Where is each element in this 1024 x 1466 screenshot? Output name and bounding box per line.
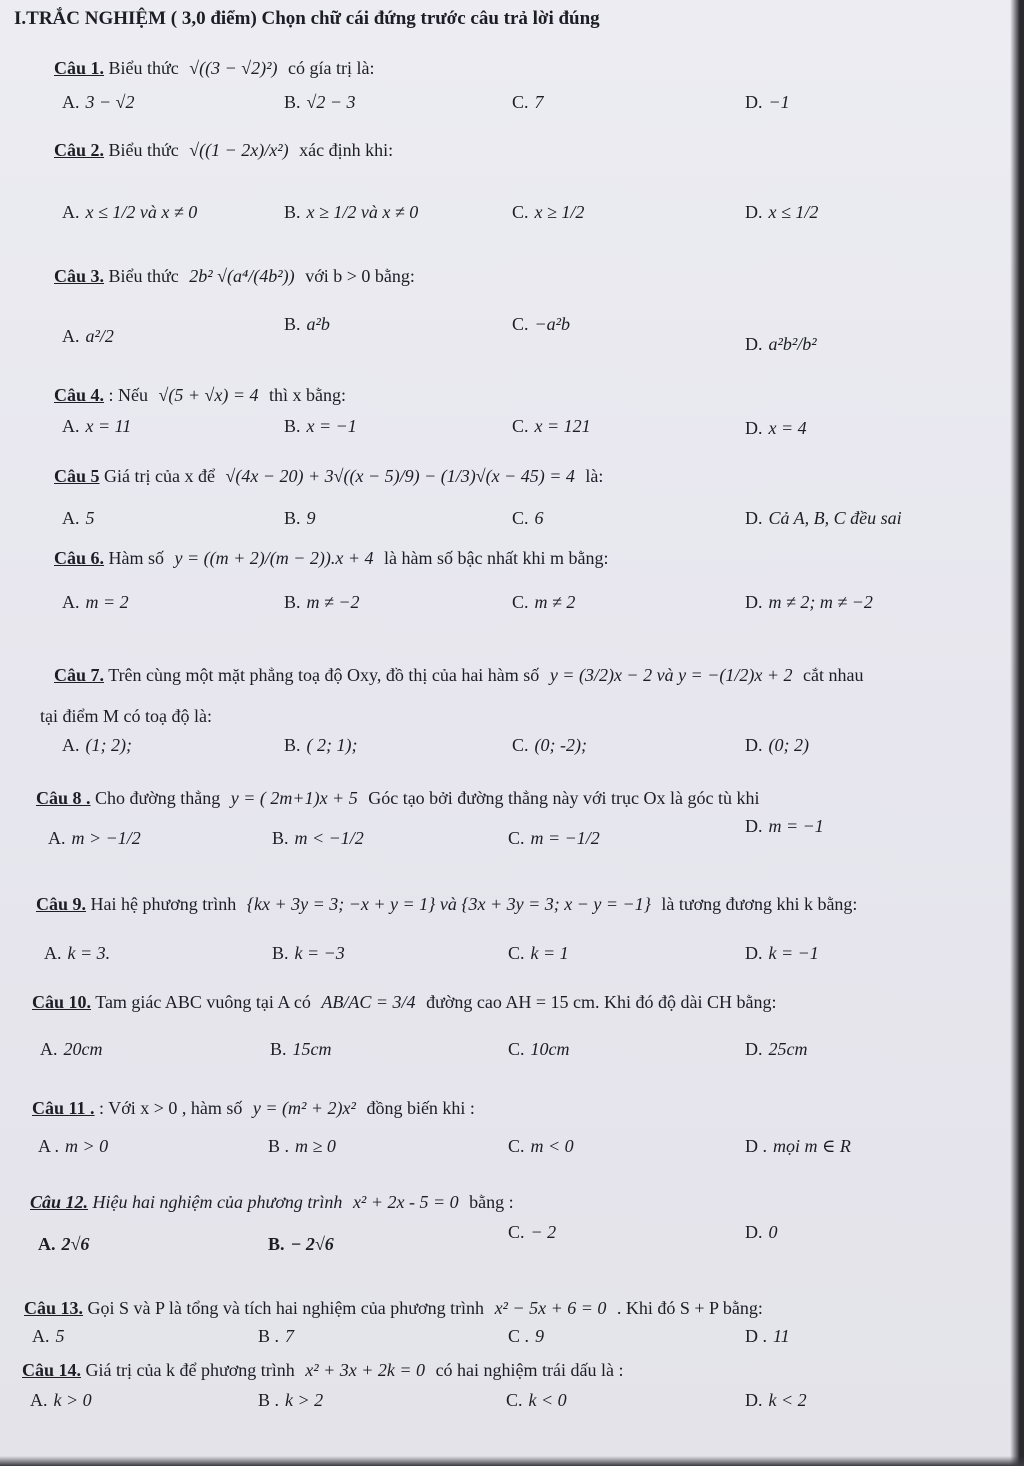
option-letter: B. <box>284 92 301 112</box>
question-12-stem <box>30 1190 514 1214</box>
option-letter: C. <box>512 592 529 612</box>
option-letter: D. <box>745 735 763 755</box>
option-letter: B . <box>258 1326 280 1346</box>
question-math: y = ((m + 2)/(m − 2)).x + 4 <box>174 548 374 568</box>
option-letter: B. <box>272 828 289 848</box>
option-value: m < 0 <box>530 1136 574 1156</box>
option-value: −1 <box>768 92 790 112</box>
option-letter: B . <box>258 1390 280 1410</box>
question-9-option-d[interactable] <box>745 941 819 965</box>
option-value: 9 <box>535 1326 545 1346</box>
option-letter: C. <box>508 828 525 848</box>
option-letter: D. <box>745 418 763 438</box>
option-value: 11 <box>773 1326 790 1346</box>
option-value: x ≥ 1/2 và x ≠ 0 <box>306 202 419 222</box>
question-text: thì x bằng: <box>269 385 347 405</box>
option-letter: A . <box>38 1136 60 1156</box>
option-value: x = 11 <box>85 416 132 436</box>
question-label: Câu 3. <box>54 266 105 286</box>
question-11-option-a[interactable] <box>38 1134 108 1158</box>
question-4-option-b[interactable] <box>284 414 357 438</box>
question-math: AB/AC = 3/4 <box>321 992 416 1012</box>
option-value: x ≤ 1/2 <box>768 202 819 222</box>
option-letter: D. <box>745 334 763 354</box>
question-11-option-c[interactable] <box>508 1134 574 1158</box>
option-letter: D. <box>745 202 763 222</box>
option-letter: D. <box>745 816 763 836</box>
option-value: x ≥ 1/2 <box>534 202 585 222</box>
option-value: ( 2; 1); <box>306 735 358 755</box>
question-1-option-c[interactable] <box>512 90 544 114</box>
question-6-option-d[interactable] <box>745 590 873 614</box>
question-label: Câu 10. <box>32 992 92 1012</box>
option-letter: B. <box>268 1234 285 1254</box>
question-math: √(4x − 20) + 3√((x − 5)/9) − (1/3)√(x − 45) = 4 <box>225 466 575 486</box>
question-text: bằng : <box>469 1192 514 1212</box>
question-text: Giá trị của k để phương trình <box>85 1360 295 1380</box>
option-value: m = −1 <box>768 816 824 836</box>
question-3-option-a[interactable] <box>62 324 114 348</box>
option-letter: B. <box>284 508 301 528</box>
question-label: Câu 14. <box>22 1360 82 1380</box>
option-letter: C. <box>506 1390 523 1410</box>
question-12-option-b[interactable] <box>268 1232 334 1256</box>
question-9-stem <box>36 892 857 916</box>
question-text: Gọi S và P là tổng và tích hai nghiệm của phương trình <box>87 1298 485 1318</box>
option-letter: A. <box>38 1234 56 1254</box>
question-math: y = ( 2m+1)x + 5 <box>230 788 358 808</box>
question-math: {kx + 3y = 3; −x + y = 1} và {3x + 3y = 3; x − y = −1} <box>246 894 651 914</box>
option-value: m > −1/2 <box>71 828 141 848</box>
option-value: 5 <box>85 508 95 528</box>
question-6-option-a[interactable] <box>62 590 129 614</box>
question-5-option-c[interactable] <box>512 506 544 530</box>
question-label: Câu 7. <box>54 665 105 685</box>
option-value: k = −3 <box>294 943 345 963</box>
option-letter: C. <box>512 735 529 755</box>
question-text: có gía trị là: <box>288 58 375 78</box>
option-letter: C. <box>508 1136 525 1156</box>
question-text: Hai hệ phương trình <box>90 894 237 914</box>
option-letter: B. <box>284 202 301 222</box>
option-value: k = 3. <box>67 943 111 963</box>
section-heading: I.TRẮC NGHIỆM ( 3,0 điểm) Chọn chữ cái đứng trước câu trả lời đúng <box>14 8 600 29</box>
question-4-option-d[interactable] <box>745 416 807 440</box>
option-letter: A. <box>30 1390 48 1410</box>
question-label: Câu 6. <box>54 548 105 568</box>
option-letter: C. <box>508 943 525 963</box>
option-value: − 2 <box>530 1222 557 1242</box>
photo-edge-shadow <box>1010 0 1024 1466</box>
question-5-stem <box>54 464 603 488</box>
question-3-option-b[interactable] <box>284 312 330 336</box>
question-13-stem <box>24 1296 763 1320</box>
option-letter: C. <box>512 416 529 436</box>
option-value: Cả A, B, C đều sai <box>768 508 902 528</box>
option-value: m ≥ 0 <box>295 1136 336 1156</box>
option-letter: D. <box>745 592 763 612</box>
option-letter: C. <box>512 314 529 334</box>
question-2-option-a[interactable] <box>62 200 197 224</box>
option-letter: C . <box>508 1326 530 1346</box>
option-value: (0; -2); <box>534 735 587 755</box>
option-value: − 2√6 <box>290 1234 334 1254</box>
question-text: cắt nhau <box>802 665 864 685</box>
question-13-option-a[interactable] <box>32 1324 65 1348</box>
question-1-option-a[interactable] <box>62 90 135 114</box>
question-9-option-c[interactable] <box>508 941 569 965</box>
question-10-option-d[interactable] <box>745 1037 808 1061</box>
question-text: đồng biến khi : <box>366 1098 475 1118</box>
option-value: x = −1 <box>306 416 357 436</box>
question-1-option-b[interactable] <box>284 90 356 114</box>
question-2-option-b[interactable] <box>284 200 418 224</box>
option-letter: C. <box>512 508 529 528</box>
option-value: (1; 2); <box>85 735 132 755</box>
question-7-option-d[interactable] <box>745 733 809 757</box>
question-text: Hiệu hai nghiệm của phương trình <box>92 1192 343 1212</box>
question-text: : Với x > 0 , hàm số <box>99 1098 243 1118</box>
option-value: m = −1/2 <box>530 828 600 848</box>
question-8-stem <box>36 786 759 810</box>
option-letter: C. <box>508 1222 525 1242</box>
option-letter: D. <box>745 1222 763 1242</box>
question-label: Câu 4. <box>54 385 105 405</box>
question-label: Câu 2. <box>54 140 105 160</box>
question-13-option-c[interactable] <box>508 1324 544 1348</box>
question-math: √(5 + √x) = 4 <box>158 385 259 405</box>
question-7-option-c[interactable] <box>512 733 587 757</box>
option-value: 2√6 <box>61 1234 90 1254</box>
question-text: Cho đường thẳng <box>95 788 221 808</box>
option-value: mọi m ∈ R <box>773 1136 851 1156</box>
question-14-option-c[interactable] <box>506 1388 567 1412</box>
question-3-option-d[interactable] <box>745 332 817 356</box>
question-11-option-b[interactable] <box>268 1134 336 1158</box>
question-2-option-d[interactable] <box>745 200 818 224</box>
question-7-option-b[interactable] <box>284 733 358 757</box>
question-1-option-d[interactable] <box>745 90 790 114</box>
option-letter: A. <box>62 592 80 612</box>
question-12-option-d[interactable] <box>745 1220 778 1244</box>
question-7-continuation: tại điểm M có toạ độ là: <box>40 706 212 726</box>
option-value: k = −1 <box>768 943 819 963</box>
question-5-option-d[interactable] <box>745 506 902 530</box>
question-text: Góc tạo bởi đường thẳng này với trục Ox là góc tù khi <box>368 788 760 808</box>
option-value: x = 121 <box>534 416 591 436</box>
question-math: x² + 3x + 2k = 0 <box>305 1360 426 1380</box>
option-value: m > 0 <box>65 1136 109 1156</box>
question-label: Câu 5 <box>54 466 100 486</box>
option-letter: C. <box>512 202 529 222</box>
option-value: 20cm <box>63 1039 103 1059</box>
option-value: k < 2 <box>768 1390 807 1410</box>
question-text: xác định khi: <box>299 140 394 160</box>
option-value: m = 2 <box>85 592 129 612</box>
question-10-option-b[interactable] <box>270 1037 332 1061</box>
question-14-stem <box>22 1358 624 1382</box>
option-letter: D. <box>745 1390 763 1410</box>
option-value: k > 0 <box>53 1390 92 1410</box>
question-label: Câu 11 . <box>32 1098 95 1118</box>
question-8-option-c[interactable] <box>508 826 600 850</box>
question-text: có hai nghiệm trái dấu là : <box>435 1360 624 1380</box>
question-10-option-a[interactable] <box>40 1037 103 1061</box>
option-value: 9 <box>306 508 316 528</box>
question-10-option-c[interactable] <box>508 1037 570 1061</box>
question-text: Hàm số <box>108 548 165 568</box>
question-6-option-c[interactable] <box>512 590 575 614</box>
option-letter: A. <box>48 828 66 848</box>
option-value: a²/2 <box>85 326 114 346</box>
question-3-stem <box>54 264 415 288</box>
question-label: Câu 13. <box>24 1298 84 1318</box>
question-5-option-b[interactable] <box>284 506 316 530</box>
question-text: Biểu thức <box>108 140 179 160</box>
question-text: là tương đương khi k bằng: <box>661 894 858 914</box>
option-letter: D. <box>745 1039 763 1059</box>
question-math: x² + 2x - 5 = 0 <box>352 1192 459 1212</box>
question-math: √((1 − 2x)/x²) <box>189 140 289 160</box>
option-letter: B. <box>284 592 301 612</box>
option-value: 25cm <box>768 1039 808 1059</box>
option-letter: A. <box>62 735 80 755</box>
question-text: là: <box>585 466 604 486</box>
option-letter: A. <box>40 1039 58 1059</box>
option-value: 3 − √2 <box>85 92 135 112</box>
option-value: 5 <box>55 1326 65 1346</box>
option-value: x ≤ 1/2 và x ≠ 0 <box>85 202 198 222</box>
option-value: 0 <box>768 1222 778 1242</box>
photo-bottom-shadow <box>0 1456 1024 1466</box>
question-11-stem <box>32 1096 475 1120</box>
question-14-option-d[interactable] <box>745 1388 807 1412</box>
option-letter: C. <box>508 1039 525 1059</box>
option-value: k > 2 <box>285 1390 324 1410</box>
question-8-option-d[interactable] <box>745 814 824 838</box>
option-letter: B . <box>268 1136 290 1156</box>
question-10-stem <box>32 990 776 1014</box>
question-13-option-b[interactable] <box>258 1324 294 1348</box>
question-2-option-c[interactable] <box>512 200 584 224</box>
question-text: Biểu thức <box>108 266 179 286</box>
question-text: : Nếu <box>108 385 149 405</box>
option-value: √2 − 3 <box>306 92 356 112</box>
question-4-option-c[interactable] <box>512 414 591 438</box>
option-letter: A. <box>44 943 62 963</box>
option-value: m ≠ 2 <box>534 592 576 612</box>
question-13-option-d[interactable] <box>745 1324 790 1348</box>
option-letter: D . <box>745 1326 767 1346</box>
option-letter: B. <box>270 1039 287 1059</box>
option-value: (0; 2) <box>768 735 809 755</box>
question-2-stem <box>54 138 393 162</box>
question-9-option-b[interactable] <box>272 941 345 965</box>
question-4-stem <box>54 383 346 407</box>
question-8-option-b[interactable] <box>272 826 364 850</box>
question-text: Tam giác ABC vuông tại A có <box>95 992 311 1012</box>
option-value: a²b²/b² <box>768 334 817 354</box>
option-letter: D. <box>745 943 763 963</box>
option-letter: A. <box>62 92 80 112</box>
option-value: k < 0 <box>528 1390 567 1410</box>
question-text: Biểu thức <box>108 58 179 78</box>
question-14-option-a[interactable] <box>30 1388 92 1412</box>
question-1-stem <box>54 56 375 80</box>
option-value: 7 <box>534 92 544 112</box>
option-value: −a²b <box>534 314 571 334</box>
question-math: y = (m² + 2)x² <box>252 1098 356 1118</box>
option-value: m < −1/2 <box>294 828 364 848</box>
option-letter: D. <box>745 92 763 112</box>
option-value: m ≠ 2; m ≠ −2 <box>768 592 873 612</box>
option-letter: A. <box>62 508 80 528</box>
option-letter: B. <box>284 314 301 334</box>
option-letter: B. <box>272 943 289 963</box>
question-12-option-c[interactable] <box>508 1220 556 1244</box>
question-6-option-b[interactable] <box>284 590 360 614</box>
option-value: 7 <box>285 1326 295 1346</box>
option-letter: A. <box>62 326 80 346</box>
question-label: Câu 1. <box>54 58 105 78</box>
question-text: với b > 0 bằng: <box>305 266 415 286</box>
question-14-option-b[interactable] <box>258 1388 323 1412</box>
question-text: . Khi đó S + P bằng: <box>616 1298 763 1318</box>
question-3-option-c[interactable] <box>512 312 570 336</box>
question-12-option-a[interactable] <box>38 1232 89 1256</box>
option-letter: A. <box>62 416 80 436</box>
question-6-stem <box>54 546 609 570</box>
question-label: Câu 8 . <box>36 788 91 808</box>
option-value: a²b <box>306 314 330 334</box>
question-7-option-a[interactable] <box>62 733 132 757</box>
option-letter: A. <box>62 202 80 222</box>
question-math: 2b² √(a⁴/(4b²)) <box>189 266 295 286</box>
option-value: x = 4 <box>768 418 807 438</box>
option-value: k = 1 <box>530 943 569 963</box>
option-letter: C. <box>512 92 529 112</box>
option-letter: B. <box>284 416 301 436</box>
question-math: x² − 5x + 6 = 0 <box>494 1298 607 1318</box>
option-value: 10cm <box>530 1039 570 1059</box>
option-value: 6 <box>534 508 544 528</box>
question-5-option-a[interactable] <box>62 506 95 530</box>
question-7-stem <box>54 663 863 687</box>
question-math: √((3 − √2)²) <box>189 58 278 78</box>
question-11-option-d[interactable] <box>745 1134 851 1158</box>
question-label: Câu 9. <box>36 894 87 914</box>
question-text: đường cao AH = 15 cm. Khi đó độ dài CH bằng: <box>426 992 777 1012</box>
question-text: là hàm số bậc nhất khi m bằng: <box>384 548 609 568</box>
question-4-option-a[interactable] <box>62 414 131 438</box>
question-text: Giá trị của x để <box>104 466 215 486</box>
option-letter: B. <box>284 735 301 755</box>
question-8-option-a[interactable] <box>48 826 141 850</box>
option-letter: D. <box>745 508 763 528</box>
option-letter: D . <box>745 1136 767 1156</box>
question-9-option-a[interactable] <box>44 941 110 965</box>
question-math: y = (3/2)x − 2 và y = −(1/2)x + 2 <box>549 665 793 685</box>
question-text: Trên cùng một mặt phẳng toạ độ Oxy, đồ thị của hai hàm số <box>108 665 540 685</box>
option-value: m ≠ −2 <box>306 592 360 612</box>
option-value: 15cm <box>292 1039 332 1059</box>
question-label: Câu 12. <box>30 1192 89 1212</box>
option-letter: A. <box>32 1326 50 1346</box>
